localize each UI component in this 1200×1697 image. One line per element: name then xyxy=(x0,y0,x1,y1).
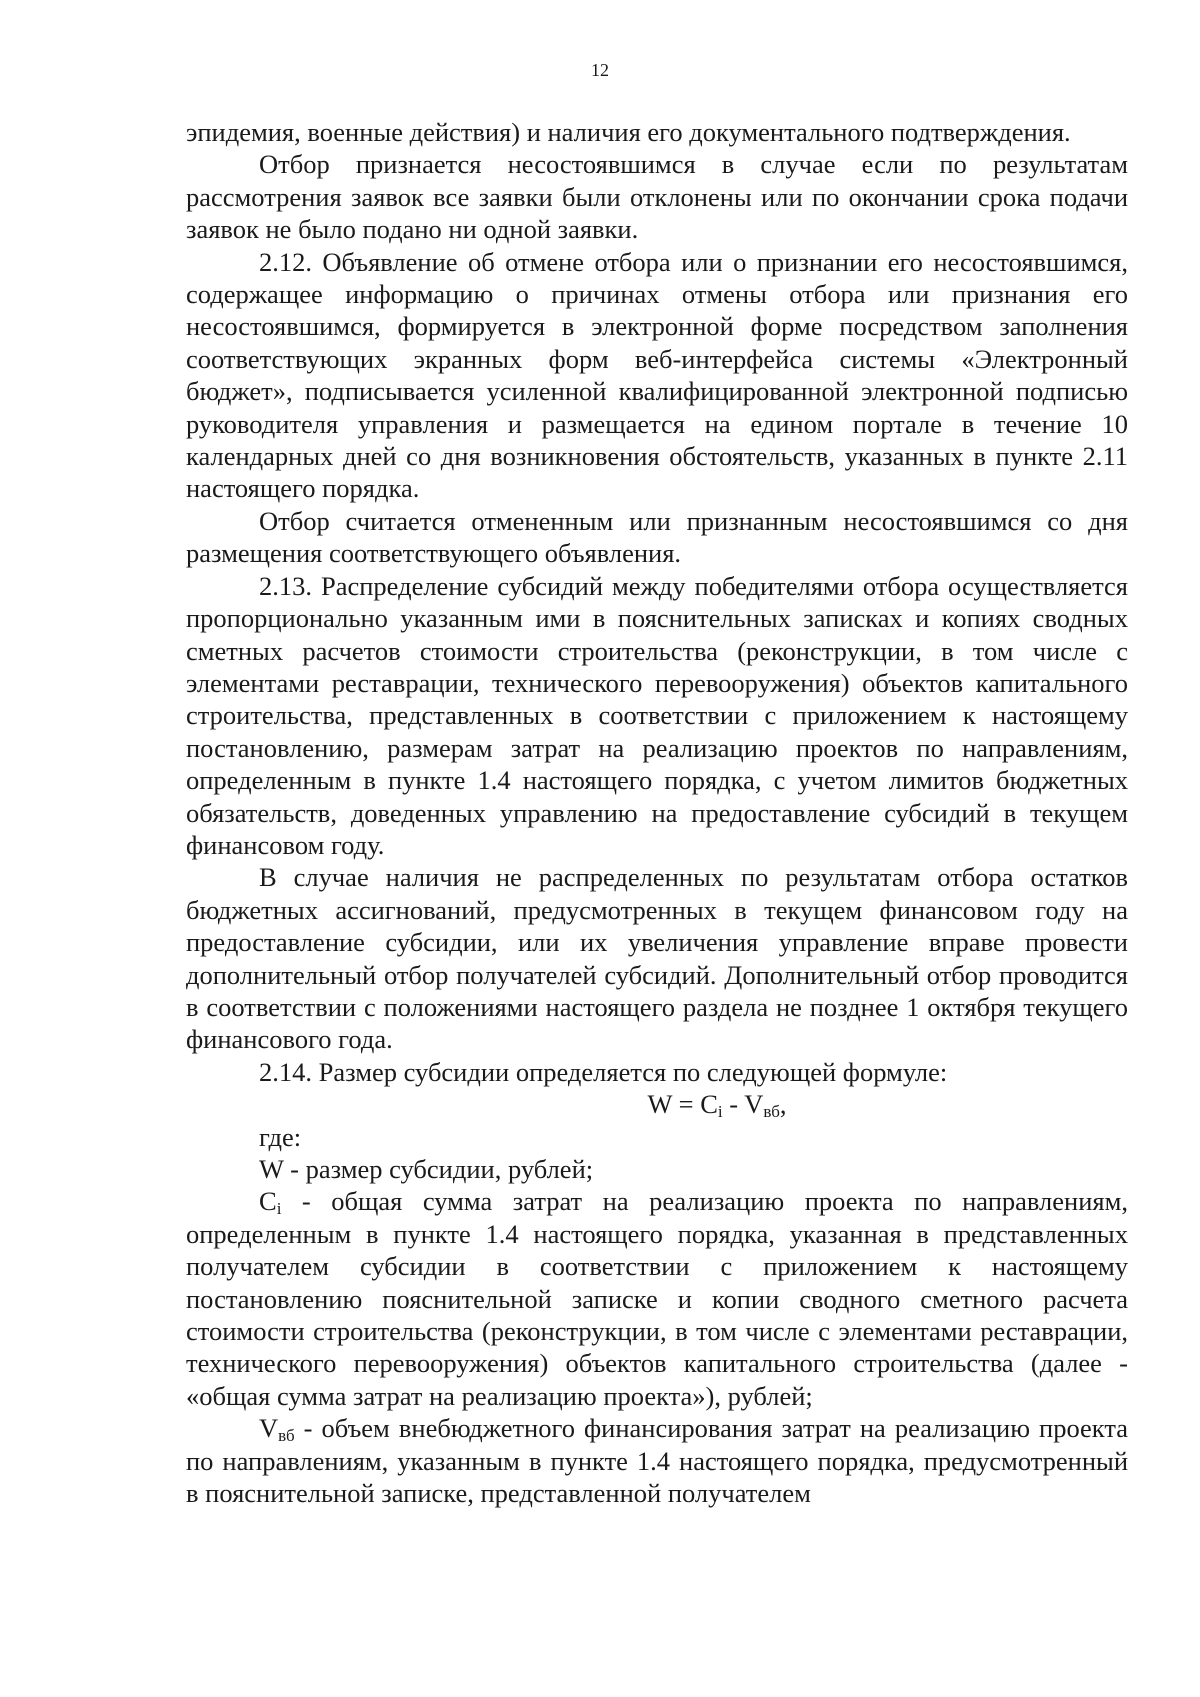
definition-vb xyxy=(186,1412,1128,1509)
document-body xyxy=(186,116,1128,1509)
definition-ci-subscript: i xyxy=(276,1199,282,1219)
paragraph-additional-selection: В случае наличия не распределенных по результатам отбора остатков бюджетных ассигнований, предусмотренных в текущем финансовом году на предоставление субсидии, или их увеличения управление вправе провести дополнительный отбор получателей субсидий. Дополнительный отбор проводится в соответствии с положениями настоящего раздела не позднее 1 октября текущего финансового года. xyxy=(186,862,1128,1055)
formula-ci-subscript: i xyxy=(717,1102,723,1122)
definition-vb-symbol: V xyxy=(259,1413,279,1444)
paragraph-continuation: эпидемия, военные действия) и наличия его документального подтверждения. xyxy=(186,117,1071,147)
formula-lhs: W = C xyxy=(647,1089,718,1120)
subsidy-formula xyxy=(186,1088,1128,1120)
paragraph-selection-cancelled: Отбор считается отмененным или признанным несостоявшимся со дня размещения соответствующего объявления. xyxy=(186,505,1128,569)
definition-vb-subscript: вб xyxy=(278,1426,295,1446)
definition-vb-text: - объем внебюджетного финансирования затрат на реализацию проекта по направлениям, указанным в пункте 1.4 настоящего порядка, предусмотренный в пояснительной записке, представленной получателем xyxy=(186,1413,1128,1509)
paragraph-2-12: 2.12. Объявление об отмене отбора или о признании его несостоявшимся, содержащее информацию о причинах отмены отбора или признания его несостоявшимся, формируется в электронной форме посредством заполнения соответствующих экранных форм веб-интерфейса системы «Электронный бюджет», подписывается усиленной квалифицированной электронной подписью руководителя управления и размещается на едином портале в течение 10 календарных дней со дня возникновения обстоятельств, указанных в пункте 2.11 настоящего порядка. xyxy=(186,246,1128,504)
paragraph-2-14: 2.14. Размер субсидии определяется по следующей формуле: xyxy=(259,1056,948,1087)
paragraph-selection-failed: Отбор признается несостоявшимся в случае если по результатам рассмотрения заявок все заявки были отклонены или по окончании срока подачи заявок не было подано ни одной заявки. xyxy=(186,149,1128,245)
definition-where: где: xyxy=(259,1121,302,1152)
definition-ci-symbol: C xyxy=(259,1186,277,1217)
definition-ci-text: - общая сумма затрат на реализацию проекта по направлениям, определенным в пункте 1.4 настоящего порядка, указанная в представленных получателем субсидии в соответствии с приложением к настоящему постановлению пояснительной записке и копии сводного сметного расчета стоимости строительства (реконструкции, в том числе с элементами реставрации, технического перевооружения) объектов капитального строительства (далее - «общая сумма затрат на реализацию проекта»), рублей; xyxy=(186,1186,1128,1411)
definition-w: W - размер субсидии, рублей; xyxy=(259,1154,594,1184)
formula-minus: - V xyxy=(722,1089,764,1120)
paragraph-2-13: 2.13. Распределение субсидий между победителями отбора осуществляется пропорционально указанным ими в пояснительных записках и копиях сводных сметных расчетов стоимости строительства (реконструкции, в том числе с элементами реставрации, технического перевооружения) объектов капитального строительства, представленных в соответствии с приложением к настоящему постановлению, размерам затрат на реализацию проектов по направлениям, определенным в пункте 1.4 настоящего порядка, с учетом лимитов бюджетных обязательств, доведенных управлению на предоставление субсидий в текущем финансовом году. xyxy=(186,570,1128,860)
formula-vb-subscript: вб xyxy=(763,1102,780,1122)
page-number: 12 xyxy=(591,60,609,80)
definition-ci xyxy=(186,1185,1128,1412)
formula-end: , xyxy=(779,1089,787,1120)
